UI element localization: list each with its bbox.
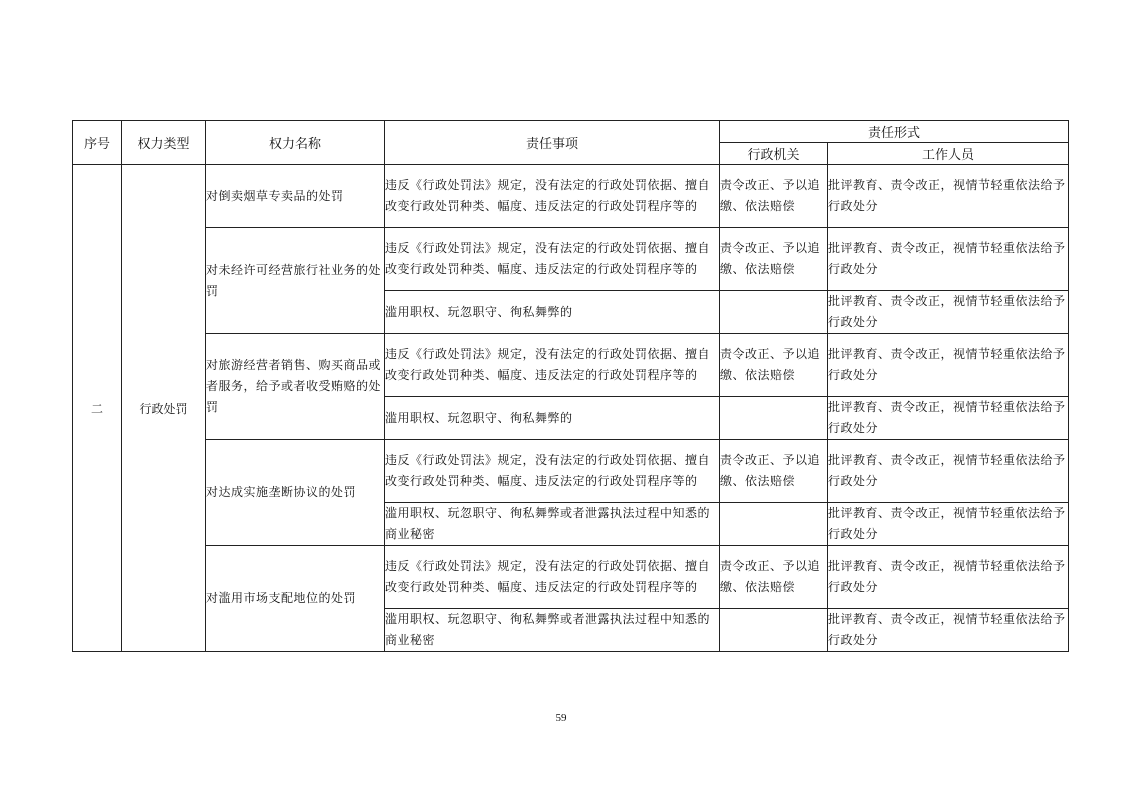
responsibility-item-cell: 违反《行政处罚法》规定，没有法定的行政处罚依据、擅自改变行政处罚种类、幅度、违反法定的行政处罚程序等的 [385, 228, 720, 291]
responsibility-item-cell: 滥用职权、玩忽职守、徇私舞弊或者泄露执法过程中知悉的商业秘密 [385, 503, 720, 546]
staff-cell: 批评教育、责令改正，视情节轻重依法给予行政处分 [828, 546, 1069, 609]
header-staff: 工作人员 [828, 143, 1069, 165]
header-power-name: 权力名称 [206, 121, 385, 165]
staff-cell: 批评教育、责令改正，视情节轻重依法给予行政处分 [828, 165, 1069, 228]
admin-organ-cell [720, 609, 828, 652]
section-index: 二 [73, 165, 122, 652]
staff-cell: 批评教育、责令改正，视情节轻重依法给予行政处分 [828, 440, 1069, 503]
admin-organ-cell [720, 291, 828, 334]
responsibility-item-cell: 违反《行政处罚法》规定，没有法定的行政处罚依据、擅自改变行政处罚种类、幅度、违反法定的行政处罚程序等的 [385, 165, 720, 228]
header-responsibility-form: 责任形式 [720, 121, 1069, 143]
staff-cell: 批评教育、责令改正，视情节轻重依法给予行政处分 [828, 334, 1069, 397]
table-row [73, 546, 1069, 609]
admin-organ-cell [720, 503, 828, 546]
header-admin-organ: 行政机关 [720, 143, 828, 165]
power-name-cell: 对旅游经营者销售、购买商品或者服务，给予或者收受贿赂的处罚 [206, 334, 385, 440]
page-number: 59 [555, 712, 567, 724]
header-responsibility-items: 责任事项 [385, 121, 720, 165]
responsibility-item-cell: 违反《行政处罚法》规定，没有法定的行政处罚依据、擅自改变行政处罚种类、幅度、违反法定的行政处罚程序等的 [385, 440, 720, 503]
table-body [73, 165, 1069, 652]
admin-organ-cell: 责令改正、予以追缴、依法赔偿 [720, 546, 828, 609]
staff-cell: 批评教育、责令改正，视情节轻重依法给予行政处分 [828, 609, 1069, 652]
power-name-cell: 对达成实施垄断协议的处罚 [206, 440, 385, 546]
section-power-type: 行政处罚 [122, 165, 206, 652]
admin-organ-cell [720, 397, 828, 440]
staff-cell: 批评教育、责令改正，视情节轻重依法给予行政处分 [828, 291, 1069, 334]
staff-cell: 批评教育、责令改正，视情节轻重依法给予行政处分 [828, 503, 1069, 546]
admin-organ-cell: 责令改正、予以追缴、依法赔偿 [720, 440, 828, 503]
responsibility-item-cell: 违反《行政处罚法》规定，没有法定的行政处罚依据、擅自改变行政处罚种类、幅度、违反法定的行政处罚程序等的 [385, 546, 720, 609]
table-row [73, 334, 1069, 397]
power-name-cell: 对未经许可经营旅行社业务的处罚 [206, 228, 385, 334]
responsibility-item-cell: 违反《行政处罚法》规定，没有法定的行政处罚依据、擅自改变行政处罚种类、幅度、违反法定的行政处罚程序等的 [385, 334, 720, 397]
header-index: 序号 [73, 121, 122, 165]
header-power-type: 权力类型 [122, 121, 206, 165]
table-row [73, 165, 1069, 228]
responsibility-item-cell: 滥用职权、玩忽职守、徇私舞弊的 [385, 291, 720, 334]
admin-organ-cell: 责令改正、予以追缴、依法赔偿 [720, 228, 828, 291]
responsibility-item-cell: 滥用职权、玩忽职守、徇私舞弊或者泄露执法过程中知悉的商业秘密 [385, 609, 720, 652]
table-row [73, 228, 1069, 291]
staff-cell: 批评教育、责令改正，视情节轻重依法给予行政处分 [828, 397, 1069, 440]
power-name-cell: 对滥用市场支配地位的处罚 [206, 546, 385, 652]
admin-organ-cell: 责令改正、予以追缴、依法赔偿 [720, 334, 828, 397]
table-header [73, 121, 1069, 165]
staff-cell: 批评教育、责令改正，视情节轻重依法给予行政处分 [828, 228, 1069, 291]
table-row [73, 440, 1069, 503]
power-name-cell: 对倒卖烟草专卖品的处罚 [206, 165, 385, 228]
admin-organ-cell: 责令改正、予以追缴、依法赔偿 [720, 165, 828, 228]
responsibility-item-cell: 滥用职权、玩忽职守、徇私舞弊的 [385, 397, 720, 440]
responsibility-table [72, 120, 1069, 652]
